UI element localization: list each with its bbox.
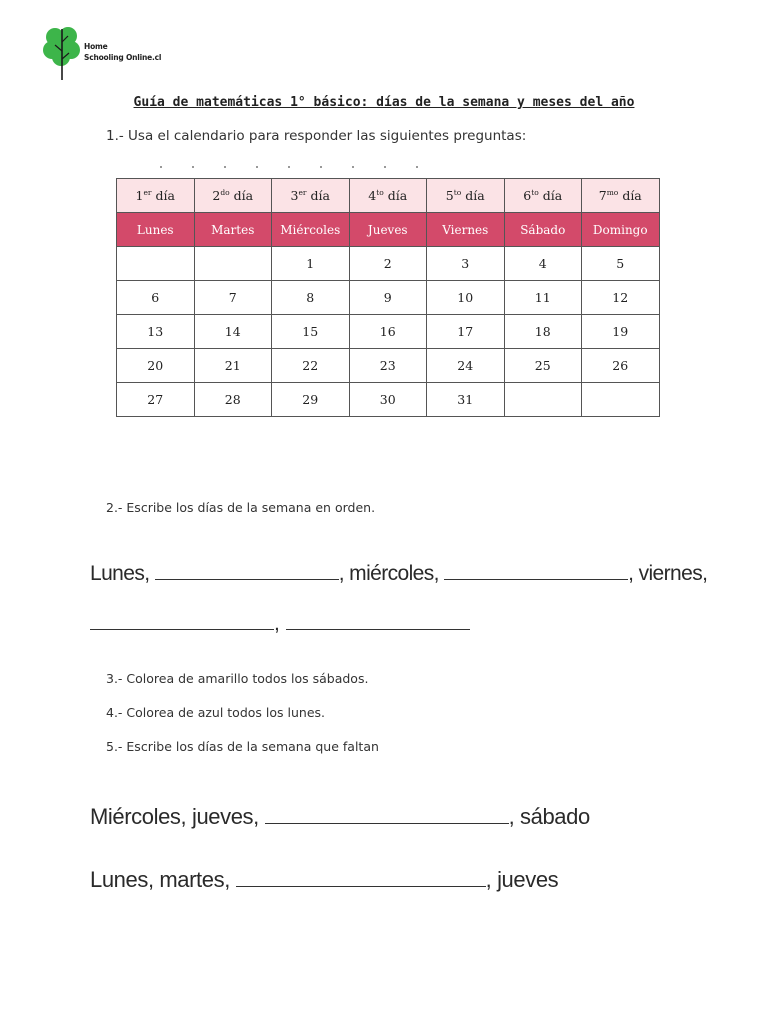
answer-blank[interactable] [286,628,470,630]
ordinal-cell: $7^{mo}$ día [582,179,660,213]
weekday-order-line-1 [90,562,707,586]
weekday-cell: Jueves [349,213,427,247]
date-cell: 5 [582,247,660,281]
weekday-row [117,213,660,247]
date-cell: 10 [427,281,505,315]
ordinal-cell: $4^{to}$ día [349,179,427,213]
date-cell [582,383,660,417]
date-cell: 6 [117,281,195,315]
fill-text: Lunes, martes, [90,867,230,892]
question-4: 4.- Colorea de azul todos los lunes. [106,705,326,720]
date-cell: 4 [504,247,582,281]
fill-text: , [274,612,280,635]
date-cell [504,383,582,417]
answer-blank[interactable] [265,822,509,824]
date-cell: 17 [427,315,505,349]
date-cell: 24 [427,349,505,383]
logo [42,24,172,84]
ordinal-row [117,179,660,213]
date-cell: 16 [349,315,427,349]
date-cell: 3 [427,247,505,281]
calendar-table [116,178,660,417]
weekday-cell: Domingo [582,213,660,247]
date-cell: 25 [504,349,582,383]
fill-text: Miércoles, jueves, [90,804,259,829]
question-3: 3.- Colorea de amarillo todos los sábados. [106,671,369,686]
missing-day-line-1 [90,804,590,830]
date-cell: 13 [117,315,195,349]
fill-text: , sábado [508,804,590,829]
question-5: 5.- Escribe los días de la semana que faltan [106,739,379,754]
date-cell: 14 [194,315,272,349]
date-cell: 19 [582,315,660,349]
date-cell: 29 [272,383,350,417]
cropped-text-remnant [160,166,440,168]
date-cell [194,247,272,281]
missing-day-line-2 [90,867,558,893]
tree-icon [42,24,82,82]
answer-blank[interactable] [90,628,274,630]
date-cell: 26 [582,349,660,383]
date-cell: 30 [349,383,427,417]
date-cell: 31 [427,383,505,417]
week-row [117,247,660,281]
date-cell: 28 [194,383,272,417]
question-1: 1.- Usa el calendario para responder las siguientes preguntas: [106,128,527,144]
weekday-order-line-2 [90,612,470,636]
date-cell: 12 [582,281,660,315]
week-row [117,315,660,349]
date-cell: 1 [272,247,350,281]
answer-blank[interactable] [155,578,339,580]
page-title: Guía de matemáticas 1° básico: días de la semana y meses del año [133,95,635,110]
fill-text: Lunes, [90,562,150,585]
date-cell: 7 [194,281,272,315]
weekday-cell: Miércoles [272,213,350,247]
ordinal-cell: $2^{do}$ día [194,179,272,213]
fill-text: , viernes, [628,562,708,585]
date-cell: 23 [349,349,427,383]
weekday-cell: Sábado [504,213,582,247]
ordinal-cell: 3er día [272,179,350,213]
question-2: 2.- Escribe los días de la semana en orden. [106,500,376,515]
date-cell: 15 [272,315,350,349]
date-cell: 2 [349,247,427,281]
ordinal-cell: $6^{to}$ día [504,179,582,213]
logo-text-site: Schooling Online.cl [84,53,162,62]
week-row [117,383,660,417]
answer-blank[interactable] [236,885,486,887]
week-row [117,349,660,383]
weekday-cell: Viernes [427,213,505,247]
weekday-cell: Martes [194,213,272,247]
weekday-cell: Lunes [117,213,195,247]
logo-text-home: Home [84,42,108,51]
date-cell: 11 [504,281,582,315]
date-cell: 27 [117,383,195,417]
date-cell: 22 [272,349,350,383]
ordinal-cell: 1er día [117,179,195,213]
date-cell: 18 [504,315,582,349]
week-row [117,281,660,315]
date-cell: 9 [349,281,427,315]
fill-text: , miércoles, [338,562,439,585]
date-cell: 8 [272,281,350,315]
date-cell: 21 [194,349,272,383]
date-cell [117,247,195,281]
fill-text: , jueves [485,867,559,892]
answer-blank[interactable] [444,578,628,580]
date-cell: 20 [117,349,195,383]
ordinal-cell: $5^{to}$ día [427,179,505,213]
